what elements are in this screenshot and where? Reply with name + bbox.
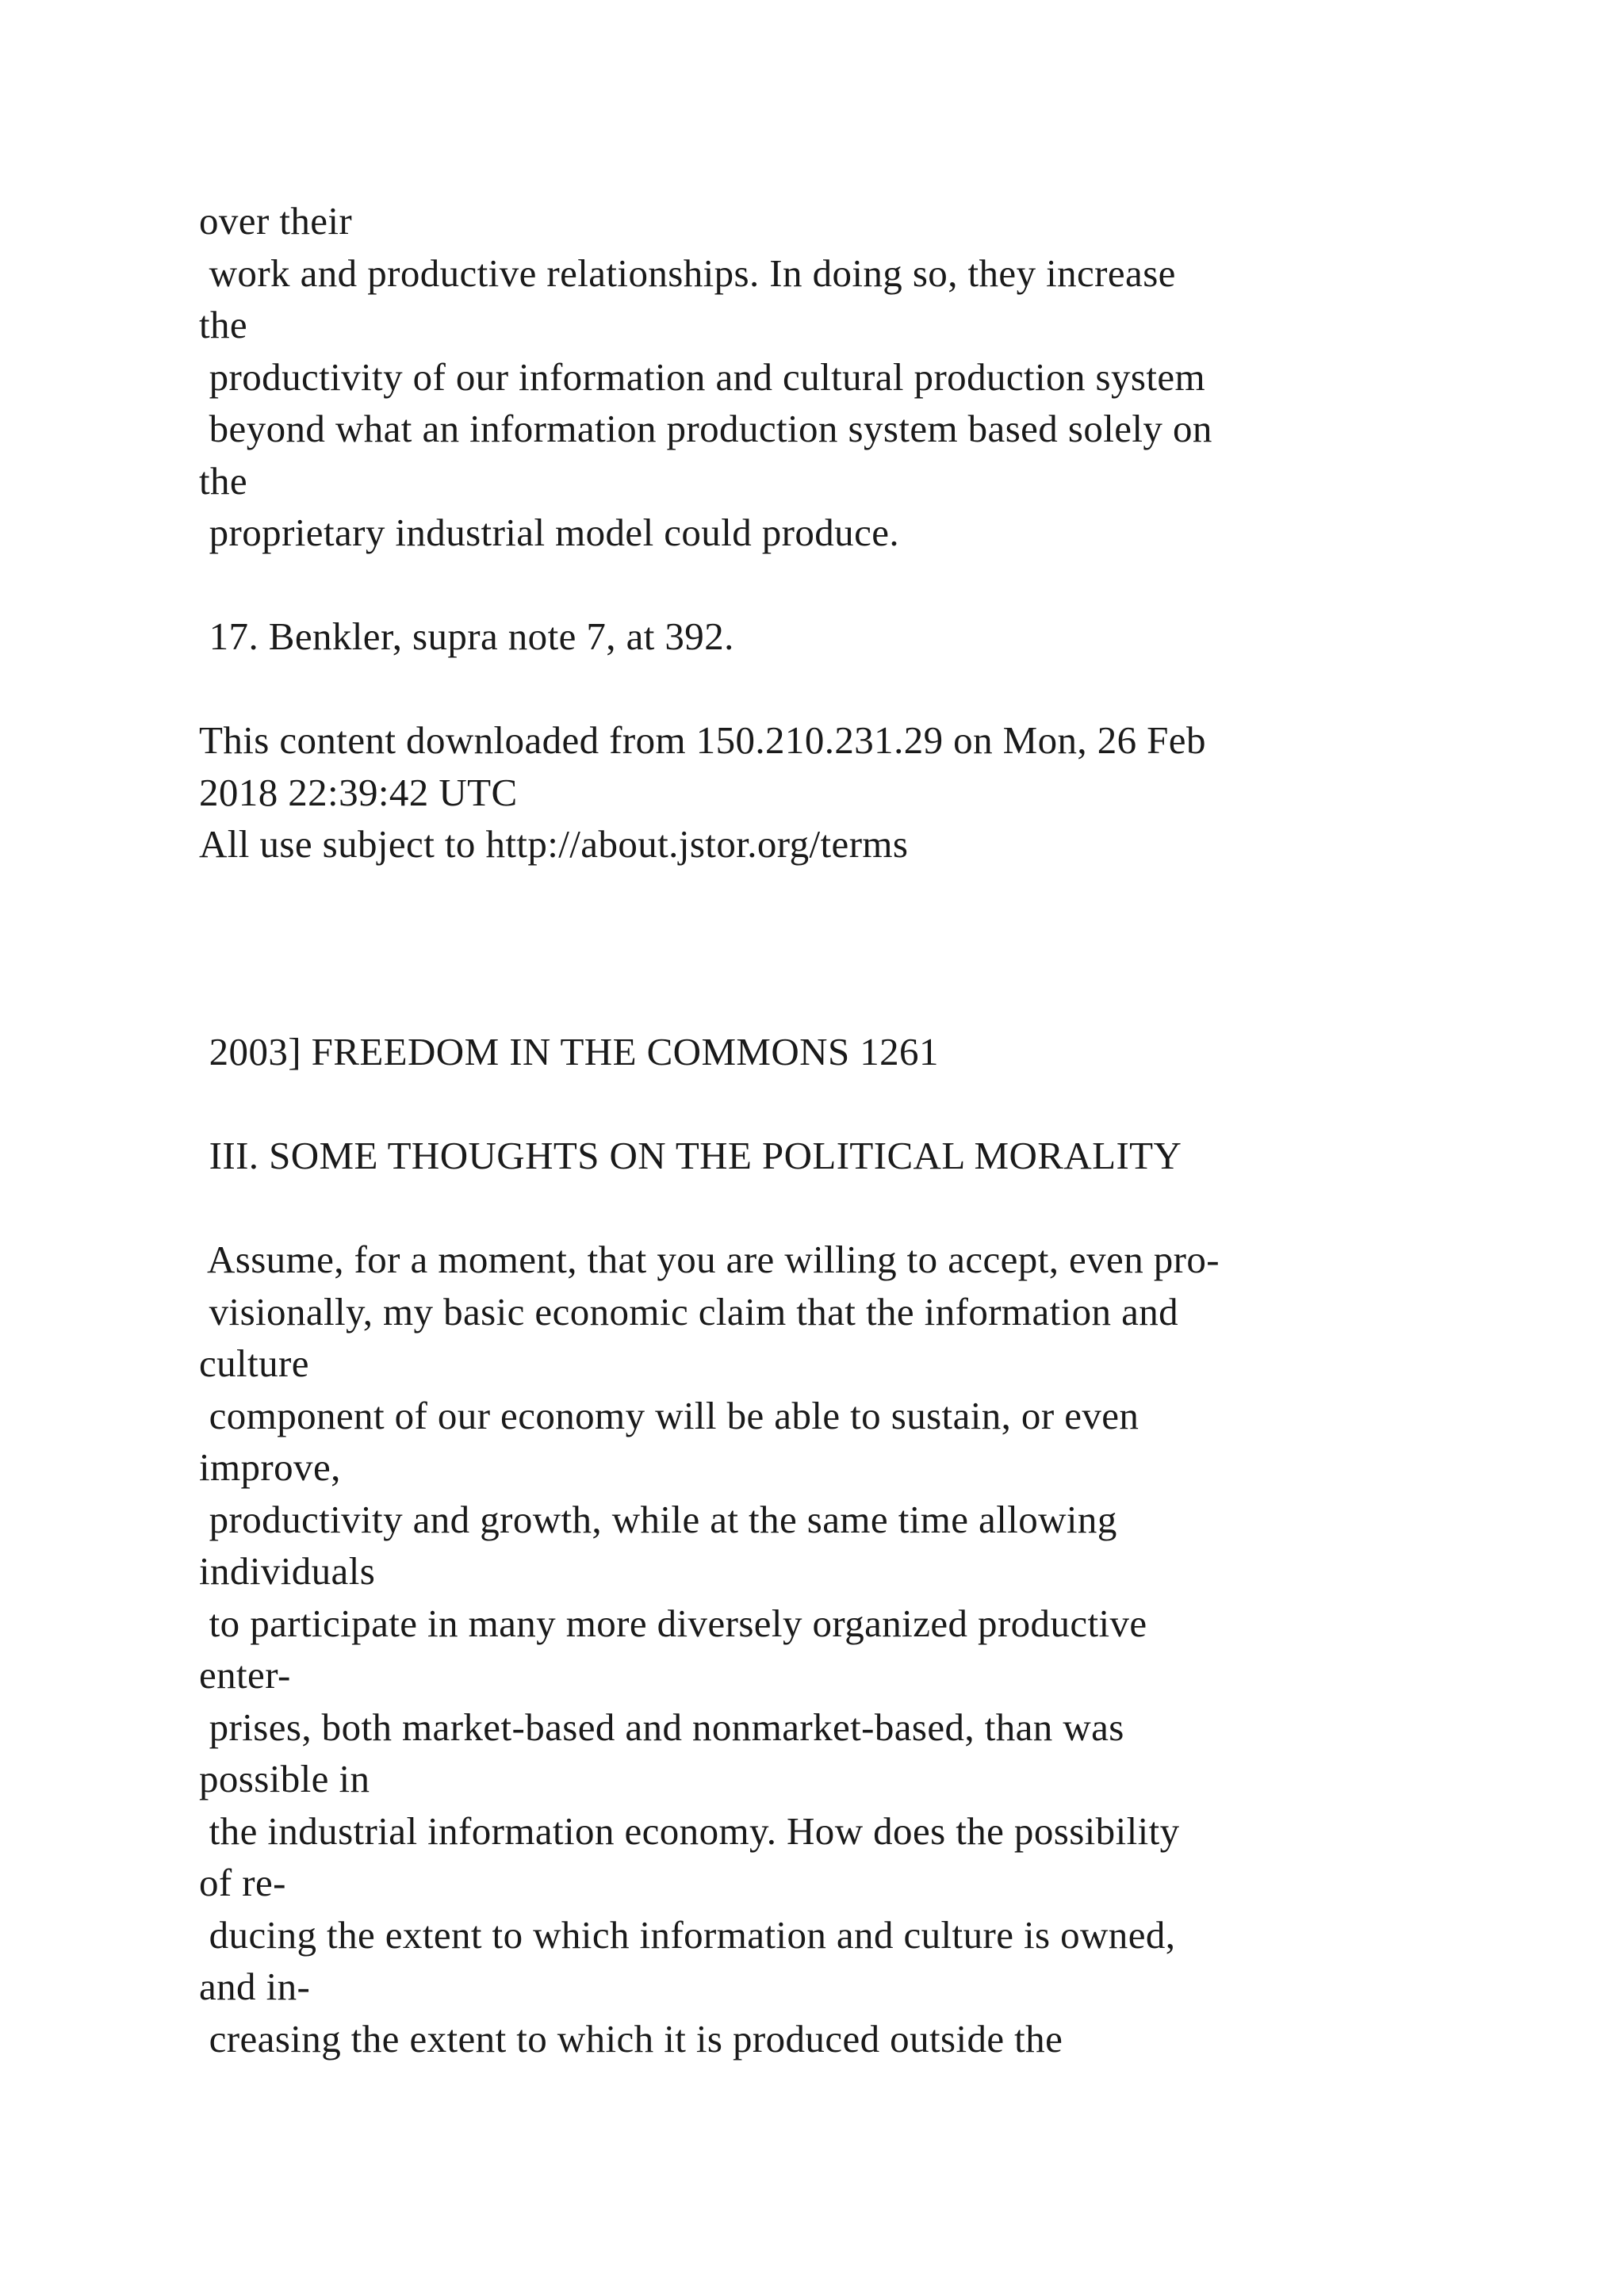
blank-line [199,559,1563,611]
footnote-line: 17. Benkler, supra note 7, at 392. [199,614,734,658]
text-line: improve, [199,1445,341,1489]
text-line: productivity of our information and cultural production system [199,354,1206,399]
blank-line [199,922,1563,974]
text-line: and in- [199,1965,311,2008]
text-line: the [199,303,248,346]
text-line: individuals [199,1549,376,1593]
blank-line [199,1182,1563,1234]
text-line: productivity and growth, while at the same time allowing [199,1497,1117,1541]
blank-line [199,974,1563,1027]
text-line: creasing the extent to which it is produced outside the [199,2016,1063,2061]
blank-line [199,1078,1563,1131]
document-body [199,195,1563,2064]
text-line: the industrial information economy. How does the possibility [199,1808,1180,1853]
text-line: possible in [199,1757,370,1800]
text-line: over their [199,199,353,243]
text-line: Assume, for a moment, that you are willing to accept, even pro- [199,1238,1220,1281]
download-notice-line: This content downloaded from 150.210.231.29 on Mon, 26 Feb [199,718,1206,762]
text-line: beyond what an information production system based solely on [199,407,1212,450]
running-header: 2003] FREEDOM IN THE COMMONS 1261 [199,1030,939,1073]
text-line: to participate in many more diversely organized productive [199,1601,1147,1645]
text-line: culture [199,1341,309,1385]
text-line: proprietary industrial model could produce. [199,511,900,554]
text-line: component of our economy will be able to sustain, or even [199,1393,1139,1437]
text-line: prises, both market-based and nonmarket-based, than was [199,1705,1124,1749]
text-line: enter- [199,1653,291,1697]
text-line: work and productive relationships. In doing so, they increase [199,251,1176,295]
text-line: the [199,458,248,503]
blank-line [199,663,1563,715]
blank-line [199,871,1563,923]
text-line: of re- [199,1861,286,1904]
terms-notice-line: All use subject to http://about.jstor.org/terms [199,822,909,866]
text-line: visionally, my basic economic claim that the information and [199,1289,1179,1334]
section-heading: III. SOME THOUGHTS ON THE POLITICAL MORALITY [199,1134,1182,1177]
download-notice-line: 2018 22:39:42 UTC [199,770,518,814]
text-line: ducing the extent to which information and culture is owned, [199,1912,1176,1957]
